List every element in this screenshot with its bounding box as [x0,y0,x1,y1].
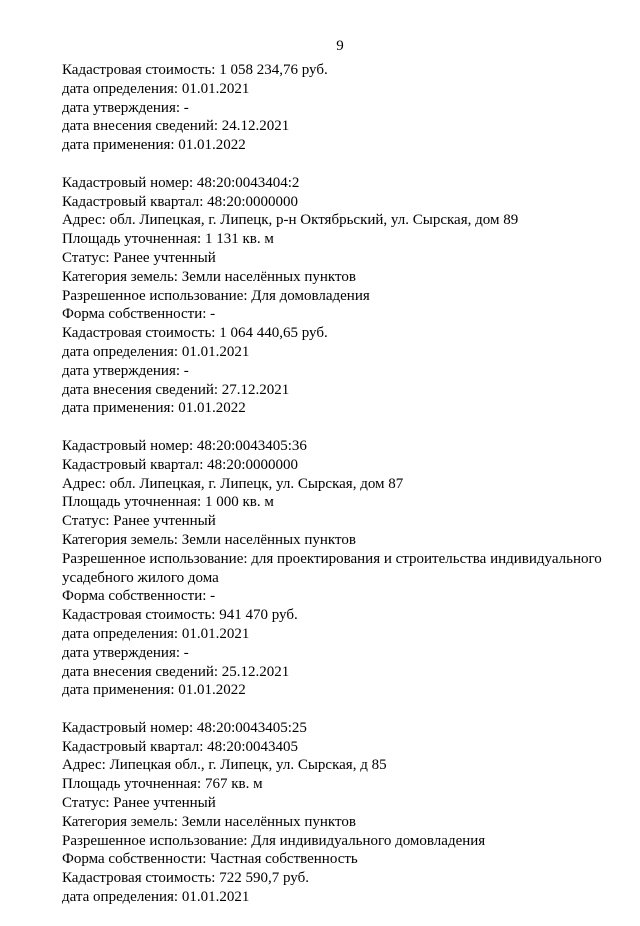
permitted-use-line: Разрешенное использование: для проектирования и строительства индивидуального [62,550,602,567]
entry-date-line: дата внесения сведений: 24.12.2021 [62,118,290,135]
address-line: Адрес: обл. Липецкая, г. Липецк, ул. Сырская, дом 87 [62,475,404,492]
application-date-line: дата применения: 01.01.2022 [62,137,246,154]
determination-date-line: дата определения: 01.01.2021 [62,343,250,360]
land-category-line: Категория земель: Земли населённых пунктов [62,813,356,830]
ownership-form-line: Форма собственности: Частная собственность [62,851,358,868]
permitted-use-line: Разрешенное использование: Для индивидуального домовладения [62,832,486,849]
land-category-line: Категория земель: Земли населённых пунктов [62,268,356,285]
determination-date-line: дата определения: 01.01.2021 [62,625,250,642]
cadastral-value-line: Кадастровая стоимость: 1 064 440,65 руб. [62,325,328,342]
record-block [62,437,632,700]
cadastral-value-line: Кадастровая стоимость: 941 470 руб. [62,607,298,624]
land-category-line: Категория земель: Земли населённых пунктов [62,531,356,548]
permitted-use-line: Разрешенное использование: Для домовладения [62,287,370,304]
cadastral-quarter-line: Кадастровый квартал: 48:20:0000000 [62,193,298,210]
status-line: Статус: Ранее учтенный [62,513,216,530]
address-line: Адрес: Липецкая обл., г. Липецк, ул. Сырская, д 85 [62,757,387,774]
document-body [62,61,632,926]
status-line: Статус: Ранее учтенный [62,795,216,812]
entry-date-line: дата внесения сведений: 25.12.2021 [62,663,290,680]
approval-date-line: дата утверждения: - [62,362,189,379]
record-block [62,719,632,907]
cadastral-number-line: Кадастровый номер: 48:20:0043405:36 [62,437,307,454]
application-date-line: дата применения: 01.01.2022 [62,400,246,417]
determination-date-line: дата определения: 01.01.2021 [62,889,250,906]
area-line: Площадь уточненная: 767 кв. м [62,776,263,793]
permitted-use-continuation-line: усадебного жилого дома [62,569,219,586]
address-line: Адрес: обл. Липецкая, г. Липецк, р-н Октябрьский, ул. Сырская, дом 89 [62,212,519,229]
approval-date-line: дата утверждения: - [62,644,189,661]
record-block [62,61,632,155]
ownership-form-line: Форма собственности: - [62,306,216,323]
entry-date-line: дата внесения сведений: 27.12.2021 [62,381,290,398]
cadastral-value-line: Кадастровая стоимость: 1 058 234,76 руб. [62,62,328,78]
application-date-line: дата применения: 01.01.2022 [62,682,246,699]
cadastral-number-line: Кадастровый номер: 48:20:0043404:2 [62,174,300,191]
area-line: Площадь уточненная: 1 000 кв. м [62,494,274,511]
cadastral-number-line: Кадастровый номер: 48:20:0043405:25 [62,719,307,736]
status-line: Статус: Ранее учтенный [62,249,216,266]
area-line: Площадь уточненная: 1 131 кв. м [62,231,274,248]
approval-date-line: дата утверждения: - [62,99,189,116]
cadastral-quarter-line: Кадастровый квартал: 48:20:0000000 [62,456,298,473]
page-number: 9 [336,38,344,54]
ownership-form-line: Форма собственности: - [62,588,216,605]
record-block [62,174,632,418]
cadastral-quarter-line: Кадастровый квартал: 48:20:0043405 [62,738,298,755]
cadastral-value-line: Кадастровая стоимость: 722 590,7 руб. [62,870,309,887]
determination-date-line: дата определения: 01.01.2021 [62,80,250,97]
